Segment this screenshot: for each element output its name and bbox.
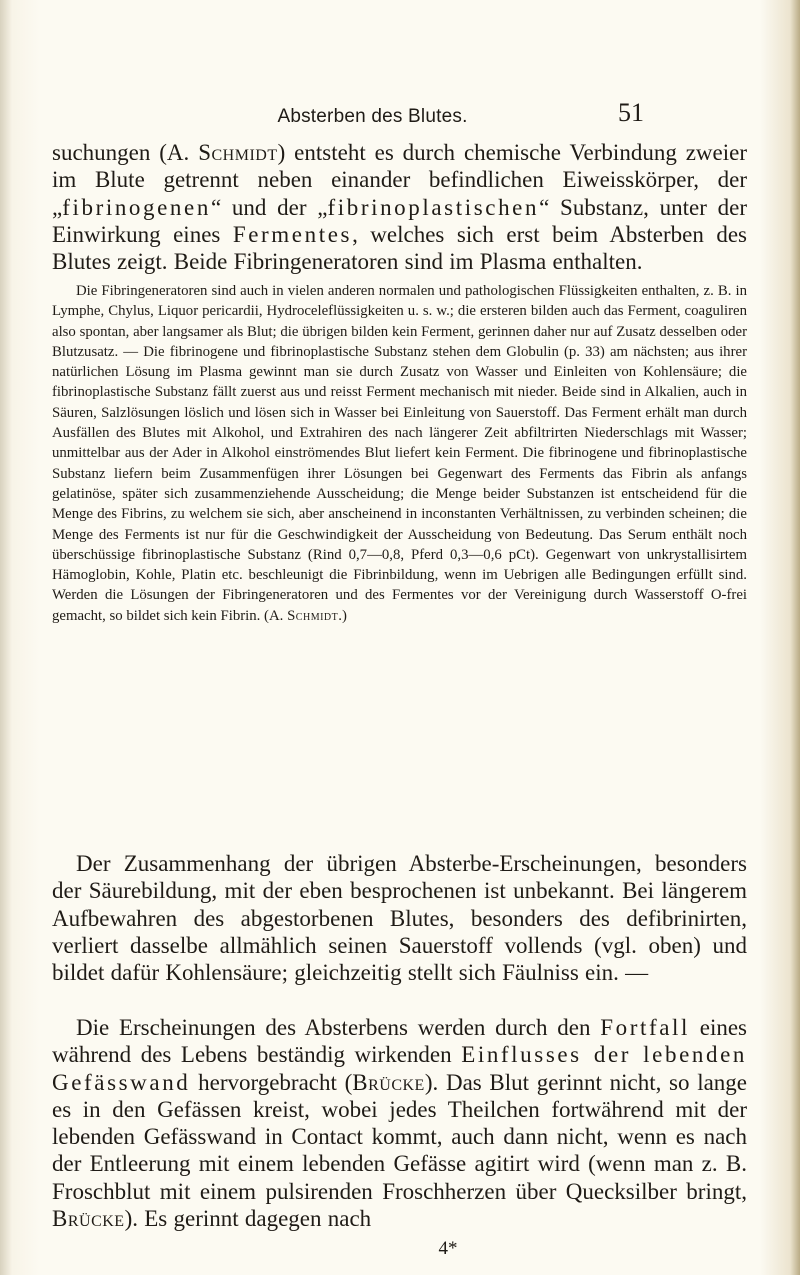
text-run: ) entsteht es durch chemische Verbindung zweier im Blute getrennt neben einander befindlichen Eiweisskörper, der „	[52, 140, 747, 220]
text-run: hervorgebracht (	[190, 1069, 353, 1095]
text-run: Die Fibringeneratoren sind auch in vielen anderen normalen und pathologischen Flüssigkeiten enthalten, z. B. in Lymphe, Chylus, Liquor pericardii, Hydroceleflüssigkeiten u. s. w.; die ersteren bilden auch das Ferment, coaguliren also spontan, aber langsamer als Blut; die übrigen bilden kein Ferment, gerinnen daher nur auf Zusatz desselben oder Blutzusatz. — Die fibrinogene und fibrinoplastische Substanz stehen dem Globulin (p. 33) am nächsten; aus ihrer natürlichen Lösung im Plasma gewinnt man sie durch Zusatz von Wasser und Einleiten von Kohlensäure; die fibrinoplastische Substanz fällt zuerst aus und reisst Ferment mechanisch mit nieder. Beide sind in Alkalien, auch in Säuren, Salzlösungen löslich und lösen sich in Wasser bei Einleitung von Sauerstoff. Das Ferment erhält man durch Ausfällen des Blutes mit Alkohol, und Extrahiren des nach längerer Zeit abfiltrirten Niederschlags mit Wasser; unmittelbar aus der Ader in Alkohol einströmendes Blut liefert kein Ferment. Die fibrinogene und fibrinoplastische Substanz liefern beim Zusammenfügen ihrer Lösungen bei Gegenwart des Ferments das Fibrin als anfangs gelatinöse, später sich zusammenziehende Ausscheidung; die Menge beider Substanzen ist entscheidend für die Menge des Fibrins, zu welchem sie sich, aber anscheinend in inconstanten Verhältnissen, zu verbinden scheinen; die Menge des Ferments ist nur für die Geschwindigkeit der Ausscheidung von Bedeutung. Das Serum enthält noch überschüssige fibrinoplastische Substanz (Rind 0,7—0,8, Pferd 0,3—0,6 pCt). Gegenwart von unkrystallisirtem Hämoglobin, Kohle, Platin etc. beschleunigt die Fibrinbildung, wenn im Uebrigen alle Bedingungen erfüllt sind. Werden die Lösungen der Fibringeneratoren und des Fermentes vor der Vereinigung durch Wasserstoff O-frei gemacht, so bildet sich kein Fibrin. (A.	[52, 283, 747, 624]
author-name: Schmidt	[287, 607, 339, 624]
running-head: Absterben des Blutes.	[277, 106, 468, 127]
emphasis-term: Fermentes	[232, 221, 353, 247]
text-run: , welches sich erst beim Absterben des Blutes zeigt. Beide Fibringeneratoren sind im Plasma enthalten.	[52, 221, 747, 275]
text-run: suchungen (A.	[52, 140, 199, 165]
emphasis-term: fibrinogenen	[62, 194, 211, 220]
text-run: .)	[338, 607, 347, 624]
emphasis-term: fibrinoplastischen	[327, 194, 540, 220]
note-text	[52, 281, 747, 626]
author-name: Schmidt	[198, 140, 278, 165]
paragraph-text	[52, 139, 747, 275]
page-number: 51	[618, 98, 644, 127]
small-print-note	[52, 281, 747, 626]
text-run: ). Das Blut gerinnt nicht, so lange es in den Gefässen kreist, wobei jedes Theilchen fortwährend mit der lebenden Gefässwand in Contact kommt, auch dann nicht, wenn es nach der Entleerung mit einem lebenden Gefässe agitirt wird (wenn man z. B. Froschblut mit einem pulsirenden Froschherzen über Quecksilber bringt,	[52, 1069, 747, 1204]
text-run: “ Substanz, unter der Einwirkung eines	[52, 194, 747, 247]
author-name: Brücke	[52, 1206, 125, 1232]
text-run: eines während des Lebens beständig wirkenden	[52, 1015, 747, 1068]
page-header	[0, 98, 800, 132]
paragraph-text	[52, 1014, 747, 1232]
paragraph-vessel-wall	[52, 1014, 747, 1232]
author-name: Brücke	[352, 1069, 425, 1095]
gutter-shadow	[0, 0, 12, 1275]
paragraph-text: Der Zusammenhang der übrigen Absterbe-Erscheinungen, besonders der Säurebildung, mit der eben besprochenen ist unbekannt. Bei längerem Aufbewahren des abgestorbenen Blutes, besonders des defibrinirten, verliert dasselbe allmählich seinen Sauerstoff vollends (vgl. oben) und bildet dafür Kohlensäure; gleichzeitig stellt sich Fäulniss ein. —	[52, 851, 747, 986]
emphasis-term: Fortfall	[600, 1015, 690, 1040]
text-run: “ und der „	[210, 194, 328, 220]
emphasis-term: Einflusses der lebenden Gefässwand	[52, 1042, 747, 1095]
paragraph-other-phenomena	[52, 850, 747, 986]
text-run: ). Es gerinnt dagegen nach	[124, 1206, 372, 1232]
signature-mark: 4*	[438, 1238, 458, 1259]
text-run: Die Erscheinungen des Absterbens werden durch den	[76, 1015, 601, 1040]
paragraph-fibrin-formation	[52, 139, 747, 275]
